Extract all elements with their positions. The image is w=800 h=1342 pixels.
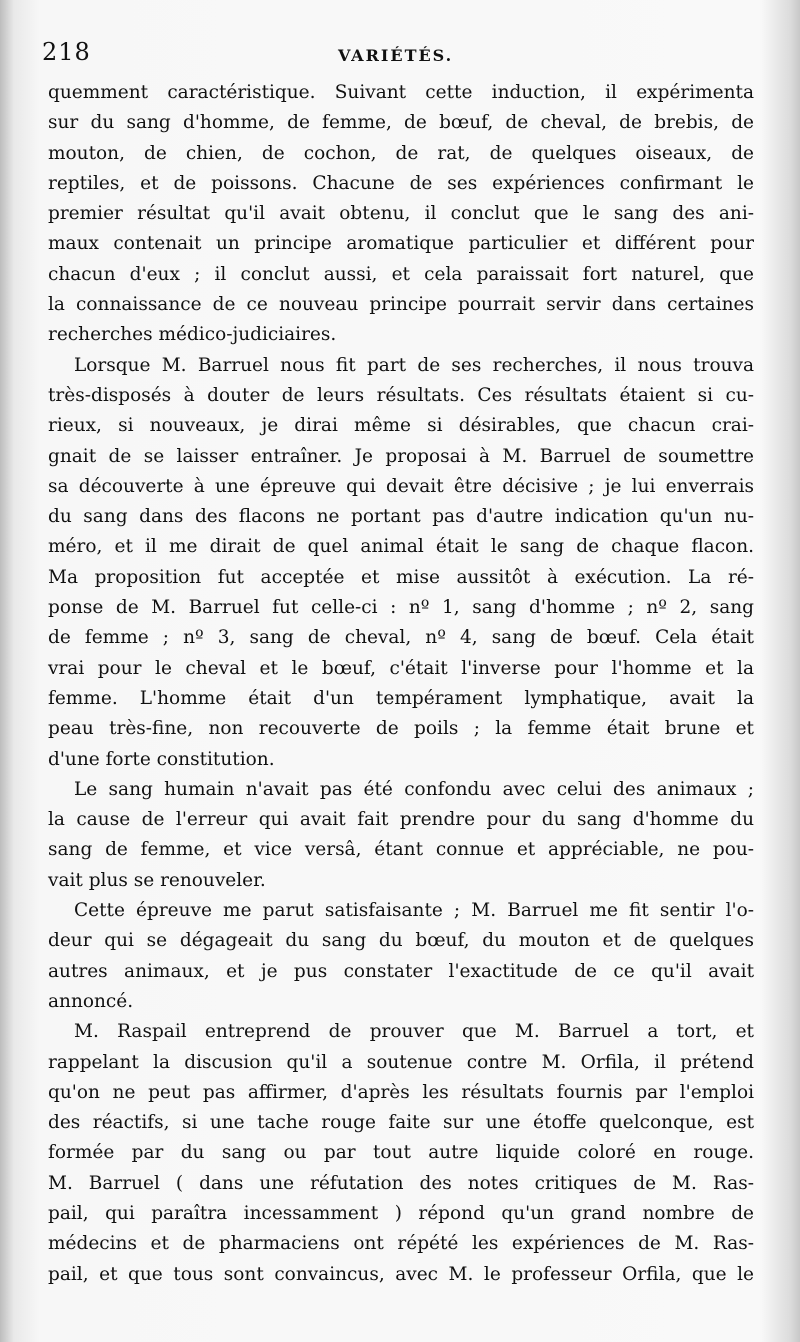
text-line: mouton, de chien, de cochon, de rat, de quelques oiseaux, de: [48, 142, 754, 164]
text-line: chacun d'eux ; il conclut aussi, et cela paraissait fort naturel, que: [48, 263, 754, 285]
text-line: pail, qui paraîtra incessamment ) répond qu'un grand nombre de: [48, 1202, 754, 1224]
text-line: recherches médico-judiciaires.: [48, 324, 337, 346]
text-line: rappelant la discusion qu'il a soutenue contre M. Orfila, il prétend: [48, 1051, 754, 1073]
text-line: reptiles, et de poissons. Chacune de ses expériences confirmant le: [48, 172, 754, 194]
text-line: d'une forte constitution.: [48, 748, 275, 770]
text-line: quemment caractéristique. Suivant cette induction, il expérimenta: [48, 82, 754, 103]
text-line: la connaissance de ce nouveau principe pourrait servir dans certaines: [48, 294, 754, 316]
text-line: vrai pour le cheval et le bœuf, c'était l'inverse pour l'homme et la: [48, 657, 754, 679]
running-head: VARIÉTÉS.: [338, 46, 454, 65]
text-line: très-disposés à douter de leurs résultats. Ces résultats étaient si cu-: [48, 384, 754, 406]
text-line: Le sang humain n'avait pas été confondu avec celui des animaux ;: [74, 778, 754, 800]
text-line: M. Barruel ( dans une réfutation des notes critiques de M. Ras-: [48, 1172, 754, 1194]
text-line: autres animaux, et je pus constater l'exactitude de ce qu'il avait: [48, 960, 754, 982]
paragraph: [48, 78, 754, 351]
text-line: méro, et il me dirait de quel animal était le sang de chaque flacon.: [48, 536, 754, 558]
text-line: rieux, si nouveaux, je dirai même si désirables, que chacun crai-: [48, 415, 754, 437]
text-line: maux contenait un principe aromatique particulier et différent pour: [48, 233, 754, 255]
text-line: sang de femme, et vice versâ, étant connue et appréciable, ne pou-: [48, 839, 754, 861]
text-line: pail, et que tous sont convaincus, avec M. le professeur Orfila, que le: [48, 1263, 754, 1285]
text-line: ponse de M. Barruel fut celle-ci : nº 1, sang d'homme ; nº 2, sang: [48, 597, 754, 619]
page-number: 218: [42, 38, 91, 66]
paragraph: [48, 351, 754, 775]
text-line: des réactifs, si une tache rouge faite sur une étoffe quelconque, est: [48, 1112, 754, 1134]
text-line: femme. L'homme était d'un tempérament lymphatique, avait la: [48, 687, 754, 709]
text-line: deur qui se dégageait du sang du bœuf, du mouton et de quelques: [48, 930, 754, 952]
text-line: la cause de l'erreur qui avait fait prendre pour du sang d'homme du: [48, 809, 754, 831]
text-line: M. Raspail entreprend de prouver que M. Barruel a tort, et: [74, 1021, 754, 1043]
body-text: [48, 78, 754, 1290]
text-line: Lorsque M. Barruel nous fit part de ses recherches, il nous trouva: [74, 354, 754, 376]
text-line: sa découverte à une épreuve qui devait être décisive ; je lui enverrais: [48, 475, 754, 497]
text-line: du sang dans des flacons ne portant pas d'autre indication qu'un nu-: [48, 506, 754, 528]
text-line: de femme ; nº 3, sang de cheval, nº 4, sang de bœuf. Cela était: [48, 627, 754, 649]
paragraph: [48, 1017, 754, 1290]
text-line: Cette épreuve me parut satisfaisante ; M. Barruel me fit sentir l'o-: [74, 900, 754, 922]
text-line: gnait de se laisser entraîner. Je proposai à M. Barruel de soumettre: [48, 445, 754, 467]
text-line: médecins et de pharmaciens ont répété les expériences de M. Ras-: [48, 1233, 754, 1255]
page-header: [42, 38, 742, 74]
text-line: peau très-fine, non recouverte de poils ; la femme était brune et: [48, 718, 754, 740]
text-line: premier résultat qu'il avait obtenu, il conclut que le sang des ani-: [48, 203, 754, 225]
paragraph: [48, 896, 754, 1017]
paragraph: [48, 775, 754, 896]
text-line: formée par du sang ou par tout autre liquide coloré en rouge.: [48, 1142, 754, 1164]
text-line: sur du sang d'homme, de femme, de bœuf, de cheval, de brebis, de: [48, 112, 754, 134]
text-line: annoncé.: [48, 990, 134, 1012]
text-line: Ma proposition fut acceptée et mise aussitôt à exécution. La ré-: [48, 566, 754, 588]
text-line: qu'on ne peut pas affirmer, d'après les résultats fournis par l'emploi: [48, 1081, 754, 1103]
text-line: vait plus se renouveler.: [48, 869, 266, 891]
